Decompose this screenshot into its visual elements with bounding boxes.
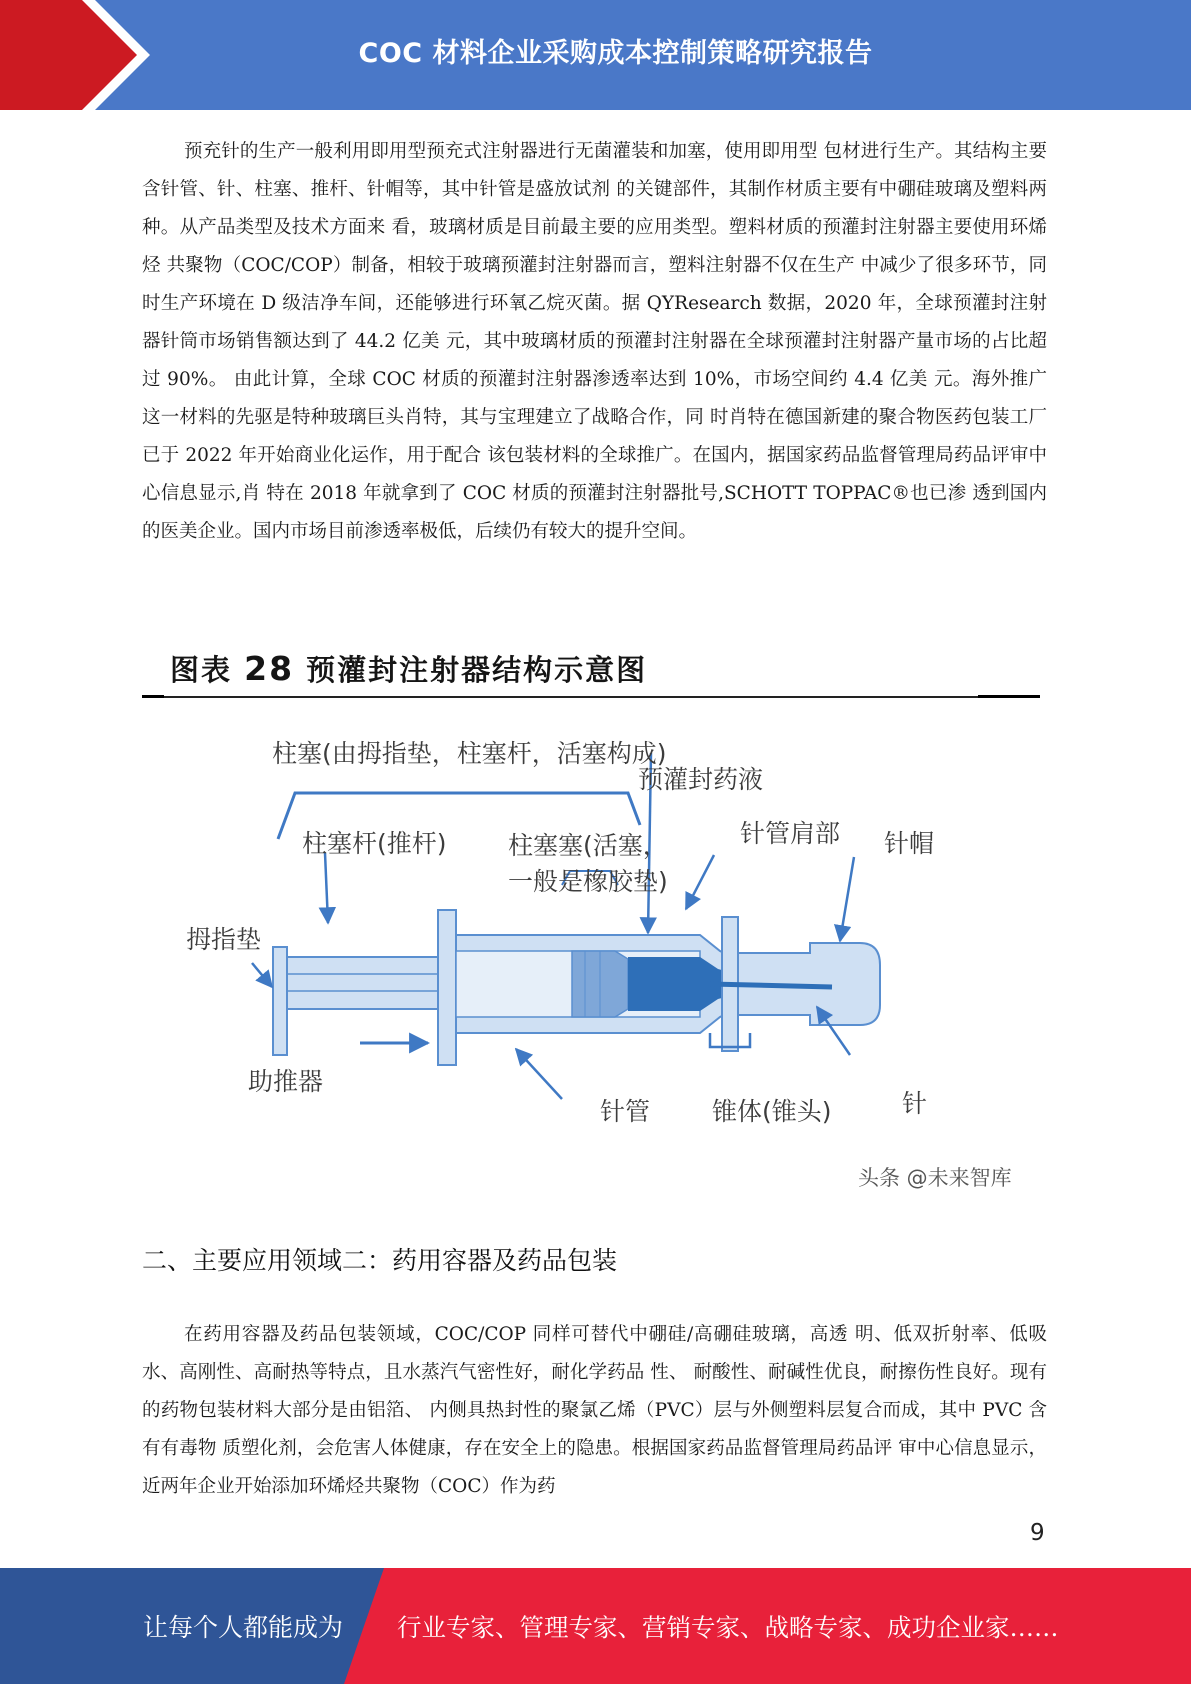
label-needle-cap: 针帽: [884, 829, 935, 858]
needle-shape: [710, 984, 832, 987]
label-stopper-line2: 一般是橡胶垫): [508, 867, 668, 896]
label-barrel: 针管: [600, 1097, 651, 1126]
report-title: COC 材料企业采购成本控制策略研究报告: [358, 37, 873, 69]
thumb-pad-shape: [273, 947, 287, 1055]
body-paragraph-2: 在药用容器及药品包装领域，COC/COP 同样可替代中硼硅/高硼硅玻璃，高透 明、低双折射率、低吸水、高刚性、高耐热等特点，且水蒸汽气密性好，耐化学药品 性、 耐酸性、耐碱性优良，耐擦伤性良好。现有的药物包装材料大部分是由铝箔、 内侧具热封性的聚氯乙烯（PVC）层与外侧塑料层复合而成，其中 PVC 含有有毒物 质塑化剂，会危害人体健康，存在安全上的隐患。根据国家药品监督管理局药品评 审中心信息显示，近两年企业开始添加环烯烃共聚物（COC）作为药: [142, 1324, 1047, 1497]
figure-caption: [142, 640, 1040, 698]
label-thumb-pad: 拇指垫: [186, 925, 262, 954]
watermark: 头条 @未来智库: [858, 1166, 1012, 1190]
caption-rule: [142, 696, 1040, 698]
figure-caption-text: [170, 648, 647, 689]
footer-slogan-left: 让每个人都能成为: [143, 1613, 344, 1642]
label-plunger-rod: 柱塞杆(推杆): [302, 829, 447, 858]
label-prefilled-liquid: 预灌封药液: [638, 765, 764, 794]
label-stopper-line1: 柱塞塞(活塞，: [508, 831, 668, 860]
barrel-flange-shape: [438, 910, 456, 1065]
page-footer: [0, 1568, 1191, 1684]
caption-rule-start: [142, 695, 164, 698]
body-paragraph-1: 预充针的生产一般利用即用型预充式注射器进行无菌灌装和加塞，使用即用型 包材进行生产。其结构主要含针管、针、柱塞、推杆、针帽等，其中针管是盛放试剂 的关键部件，其制作材质主要有中硼硅玻璃及塑料两种。从产品类型及技术方面来 看，玻璃材质是目前最主要的应用类型。塑料材质的预灌封注射器主要使用环烯烃 共聚物（COC/COP）制备，相较于玻璃预灌封注射器而言，塑料注射器不仅在生产 中减少了很多环节，同时生产环境在 D 级洁净车间，还能够进行环氧乙烷灭菌。据 QYResearch 数据，2020 年，全球预灌封注射器针筒市场销售额达到了 44.2 亿美 元，其中玻璃材质的预灌封注射器在全球预灌封注射器产量市场的占比超过 90%。 由此计算，全球 COC 材质的预灌封注射器渗透率达到 10%，市场空间约 4.4 亿美 元。海外推广这一材料的先驱是特种玻璃巨头肖特，其与宝理建立了战略合作，同 时肖特在德国新建的聚合物医药包装工厂已于 2022 年开始商业化运作，用于配合 该包装材料的全球推广。在国内，据国家药品监督管理局药品评审中心信息显示,肖 特在 2018 年就拿到了 COC 材质的预灌封注射器批号,SCHOTT TOPPAC®也已渗 透到国内的医美企业。国内市场目前渗透率极低，后续仍有较大的提升空间。: [142, 141, 1047, 542]
figure-caption-title: 预灌封注射器结构示意图: [306, 653, 648, 687]
label-cone: 锥体(锥头): [712, 1097, 832, 1126]
label-booster: 助推器: [248, 1067, 324, 1096]
label-plunger: 柱塞(由拇指垫，柱塞杆，活塞构成): [272, 739, 667, 768]
label-barrel-shoulder: 针管肩部: [740, 819, 841, 848]
footer-slogan-right: 行业专家、管理专家、营销专家、战略专家、成功企业家……: [397, 1612, 1059, 1642]
syringe-diagram: [170, 725, 950, 1145]
figure-caption-prefix: 图表: [170, 653, 233, 687]
header-chevron-icon: [0, 0, 160, 110]
page-header: [0, 0, 1191, 110]
label-needle: 针: [902, 1089, 928, 1118]
page-number: 9: [1030, 1520, 1045, 1546]
section-heading: 二、主要应用领域二：药用容器及药品包装: [142, 1246, 618, 1275]
caption-rule-end: [978, 695, 1040, 698]
figure-caption-number: 28: [244, 649, 295, 688]
